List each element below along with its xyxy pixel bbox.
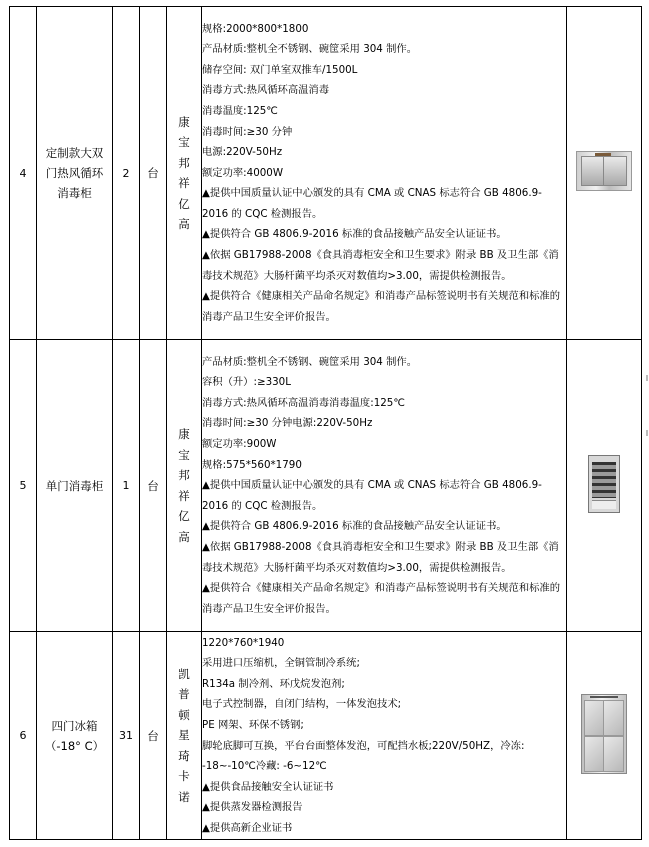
product-name-line: 单门消毒柜 [45,478,104,493]
unit: 台 [140,7,167,340]
spec-line: 消毒时间:≥30 分钟电源:220V-50Hz [202,417,373,430]
spec-line: 储存空间: 双门单室双推车/1500L [202,63,358,76]
quantity: 2 [113,7,140,340]
brand-char: 宝 [178,135,190,149]
margin-mark [646,430,648,436]
spec-line: 电源:220V-50Hz [202,146,283,159]
product-name [37,7,113,340]
quantity: 1 [113,340,140,632]
brand-char: 邦 [178,155,190,170]
spec-note: ▲提供符合《健康相关产品命名规定》和消毒产品标签说明书有关规范和标准的消毒产品卫生安全评价报告。 [202,582,561,615]
spec-note: ▲提供蒸发器检测报告 [202,801,303,814]
row-number: 4 [10,7,37,340]
row-number: 5 [10,340,37,632]
spec-note: ▲提供符合 GB 4806.9-2016 标准的食品接触产品安全认证证书。 [202,228,507,241]
product-name-line: 定制款大双 [45,146,104,160]
spec-note: ▲提供中国质量认证中心颁发的具有 CMA 或 CNAS 标志符合 GB 4806.9-2016 的 CQC 检测报告。 [202,187,542,220]
unit: 台 [140,632,167,840]
brand-char: 琦 [178,748,190,763]
spec-line: 1220*760*1940 [202,636,285,649]
brand-char: 高 [178,529,190,544]
spec-note: ▲提供食品接触安全认证证书 [202,780,334,793]
spec-line: 规格:2000*800*1800 [202,22,309,35]
product-spec-table [9,6,642,840]
brand [167,340,202,632]
spec-line: 电子式控制器，自闭门结构，一体发泡技术; [202,698,402,711]
table-row [10,340,642,632]
spec-note: 脚轮底脚可互换，平台台面整体发泡，可配挡水板;220V/50HZ，冷冻: -18~-10℃冷藏: -6~12℃ [202,739,525,773]
spec-line: 消毒方式:热风循环高温消毒消毒温度:125℃ [202,396,405,409]
product-image-cell [567,340,642,632]
spec-line: R134a 制冷剂、环戊烷发泡剂; [202,677,345,690]
row-number: 6 [10,632,37,840]
product-name [37,632,113,840]
product-name [37,340,113,632]
spec-line: 消毒温度:125℃ [202,104,278,117]
brand [167,7,202,340]
spec-cell [202,340,567,632]
spec-line: 产品材质:整机全不锈钢、碗筐采用 304 制作。 [202,355,418,368]
single-door-cabinet-image [588,455,620,513]
brand-char: 邦 [178,468,190,482]
brand-char: 祥 [178,488,190,503]
spec-note: ▲依据 GB17988-2008《食具消毒柜安全和卫生要求》附录 BB 及卫生部《消毒技术规范》大肠杆菌平均杀灭对数值均>3.00，需提供检测报告。 [202,249,559,282]
spec-cell [202,632,567,840]
spec-cell [202,7,567,340]
spec-line: 额定功率:900W [202,438,277,451]
spec-line: 产品材质:整机全不锈钢、碗筐采用 304 制作。 [202,43,418,56]
spec-line: 消毒方式:热风循环高温消毒 [202,84,330,97]
brand-char: 卡 [178,769,190,784]
refrigerator-image [581,694,627,774]
product-name-line: （-18° C） [44,738,105,753]
product-image-cell [567,7,642,340]
spec-line: 采用进口压缩机，全铜管制冷系统; [202,657,360,670]
spec-note: ▲提供中国质量认证中心颁发的具有 CMA 或 CNAS 标志符合 GB 4806.9-2016 的 CQC 检测报告。 [202,479,542,512]
brand-char: 星 [178,728,190,743]
spec-line: 容积（升）:≥330L [202,376,291,389]
spec-line: 消毒时间:≥30 分钟 [202,125,293,138]
brand-char: 康 [178,114,190,129]
spec-note: ▲提供符合《健康相关产品命名规定》和消毒产品标签说明书有关规范和标准的消毒产品卫生安全评价报告。 [202,290,561,323]
brand [167,632,202,840]
product-name-line: 四门冰箱 [51,718,98,733]
brand-char: 普 [178,687,190,702]
brand-char: 祥 [178,176,190,190]
spec-note: ▲提供符合 GB 4806.9-2016 标准的食品接触产品安全认证证书。 [202,520,507,533]
spec-line: PE 网架、环保不锈钢; [202,718,304,731]
brand-char: 顿 [178,707,190,722]
spec-note: ▲提供高新企业证书 [202,821,293,834]
spec-line: 规格:575*560*1790 [202,458,302,471]
brand-char: 高 [178,217,190,231]
spec-line: 额定功率:4000W [202,166,284,179]
quantity: 31 [113,632,140,840]
brand-char: 宝 [178,447,190,462]
product-name-line: 消毒柜 [57,186,92,200]
spec-note: ▲依据 GB17988-2008《食具消毒柜安全和卫生要求》附录 BB 及卫生部《消毒技术规范》大肠杆菌平均杀灭对数值均>3.00，需提供检测报告。 [202,540,559,574]
brand-char: 凯 [178,666,190,681]
brand-char: 亿 [178,509,190,523]
margin-mark [646,375,648,381]
product-name-line: 门热风循环 [45,166,104,180]
brand-char: 康 [178,427,190,441]
brand-char: 诺 [178,789,190,804]
table-row [10,7,642,340]
brand-char: 亿 [178,196,190,211]
product-image-cell [567,632,642,840]
unit: 台 [140,340,167,632]
stainless-cabinet-image [576,151,632,191]
table-row [10,632,642,840]
